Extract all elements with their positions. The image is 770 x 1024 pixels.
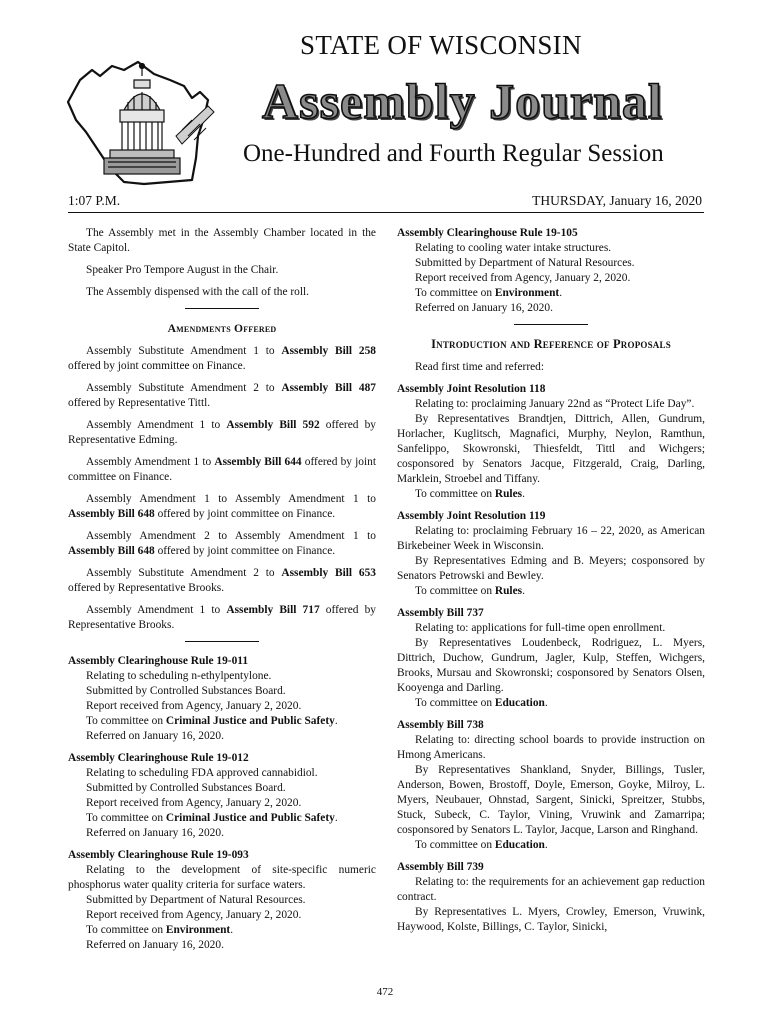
clearinghouse-entry: Assembly Clearinghouse Rule 19-012 Relating to scheduling FDA approved cannabidiol. Submitted by Controlled Substances Board. Report received from Agency, January 2, 2020. To committee on Criminal Justice and Public Safety. Referred on January 16, 2020. bbox=[68, 752, 338, 839]
proposal-entry: Assembly Bill 737 Relating to: applications for full-time open enrollment. By Representatives Loudenbeck, Rodriguez, L. Myers, Dittrich, Duchow, Gundrum, Jagler, Kulp, Steffen, Wichgers, Brooks, Mursau and Skowronski; cosponsored by Senators Olsen, Kooyenga and Darling. To committee on Education. bbox=[397, 607, 705, 709]
amendment-item: Assembly Substitute Amendment 2 to Assembly Bill 653 offered by Representative Brooks. bbox=[68, 567, 376, 594]
session-title: One-Hundred and Fourth Regular Session bbox=[243, 140, 664, 167]
intro-paragraph: Speaker Pro Tempore August in the Chair. bbox=[86, 264, 279, 276]
state-title: STATE OF WISCONSIN bbox=[300, 30, 582, 60]
proposal-entry: Assembly Joint Resolution 119 Relating to: proclaiming February 16 – 22, 2020, as American Birkebeiner Week in Wisconsin. By Representatives Edming and B. Meyers; cosponsored by Senators Petrowski and Bewley. To committee on Rules. bbox=[397, 510, 705, 597]
session-time: 1:07 P.M. bbox=[68, 193, 121, 208]
dateline bbox=[68, 193, 704, 213]
clearinghouse-entry: Assembly Clearinghouse Rule 19-105 Relating to cooling water intake structures. Submitted by Department of Natural Resources. Report received from Agency, January 2, 2020. To committee on Environment. Referred on January 16, 2020. bbox=[397, 227, 635, 314]
wisconsin-capitol-logo-icon bbox=[58, 40, 226, 190]
intro-paragraph: The Assembly dispensed with the call of the roll. bbox=[86, 286, 310, 298]
amendment-item: Assembly Amendment 1 to Assembly Amendment 1 to Assembly Bill 648 offered by joint committee on Finance. bbox=[68, 493, 376, 520]
proposal-entry: Assembly Bill 739 Relating to: the requirements for an achievement gap reduction contract. By Representatives L. Myers, Crowley, Emerson, Vruwink, Haywood, Kolste, Billings, C. Taylor, Sinicki, bbox=[397, 861, 705, 933]
masthead bbox=[0, 0, 770, 190]
proposal-entry: Assembly Bill 738 Relating to: directing school boards to provide instruction on Hmong Americans. By Representatives Shankland, Snyder, Billings, Tusler, Anderson, Bowen, Brostoff, Doyle, Emerson, Goyke, Milroy, L. Myers, Neubauer, Ohnstad, Sargent, Sinicki, Spreitzer, Stubbs, Stuck, Subeck, C. Taylor, Vining, Vruwink and Zamarripa; cosponsored by Senators L. Taylor, Jacque, Larson and Ringhand. To committee on Education. bbox=[397, 719, 705, 851]
right-column bbox=[397, 226, 705, 942]
amendment-item: Assembly Substitute Amendment 1 to Assembly Bill 258 offered by joint committee on Finance. bbox=[68, 345, 376, 372]
section-divider bbox=[185, 308, 259, 309]
read-first-line: Read first time and referred: bbox=[415, 361, 545, 373]
session-date: THURSDAY, January 16, 2020 bbox=[532, 193, 702, 208]
amendment-item: Assembly Amendment 1 to Assembly Bill 592 offered by Representative Edming. bbox=[68, 419, 376, 446]
amendments-heading: Amendments Offered bbox=[167, 322, 277, 335]
clearinghouse-entry: Assembly Clearinghouse Rule 19-011 Relating to scheduling n-ethylpentylone. Submitted by Controlled Substances Board. Report received from Agency, January 2, 2020. To committee on Criminal Justice and Public Safety. Referred on January 16, 2020. bbox=[68, 655, 338, 742]
section-divider bbox=[514, 324, 588, 325]
proposal-entry: Assembly Joint Resolution 118 Relating to: proclaiming January 22nd as “Protect Life Day”. By Representatives Brandtjen, Dittrich, Allen, Gundrum, Horlacher, Kuglitsch, Magnafici, Murphy, Neylon, Ramthun, Sanfelippo, Skowronski, Thiesfeldt, Tittl and Wichgers; cosponsored by Senators Jacque, Fitzgerald, Craig, Darling, Marklein, Stroebel and Tiffany. To committee on Rules. bbox=[397, 383, 705, 500]
amendment-item: Assembly Amendment 2 to Assembly Amendment 1 to Assembly Bill 648 offered by joint committee on Finance. bbox=[68, 530, 376, 557]
clearinghouse-entry: Assembly Clearinghouse Rule 19-093 Relating to the development of site-specific numeric phosphorus water quality criteria for surface waters. Submitted by Department of Natural Resources. Report received from Agency, January 2, 2020. To committee on Environment. Referred on January 16, 2020. bbox=[68, 849, 376, 951]
introduction-heading: Introduction and Reference of Proposals bbox=[431, 337, 671, 351]
left-column bbox=[68, 226, 376, 960]
journal-title: Assembly Journal bbox=[262, 73, 663, 129]
amendment-item: Assembly Amendment 1 to Assembly Bill 717 offered by Representative Brooks. bbox=[68, 604, 376, 631]
page-number: 472 bbox=[376, 986, 394, 998]
amendment-item: Assembly Substitute Amendment 2 to Assembly Bill 487 offered by Representative Tittl. bbox=[68, 382, 376, 409]
amendment-item: Assembly Amendment 1 to Assembly Bill 644 offered by joint committee on Finance. bbox=[68, 456, 376, 483]
intro-paragraph: The Assembly met in the Assembly Chamber located in the State Capitol. bbox=[68, 227, 376, 254]
section-divider bbox=[185, 641, 259, 642]
